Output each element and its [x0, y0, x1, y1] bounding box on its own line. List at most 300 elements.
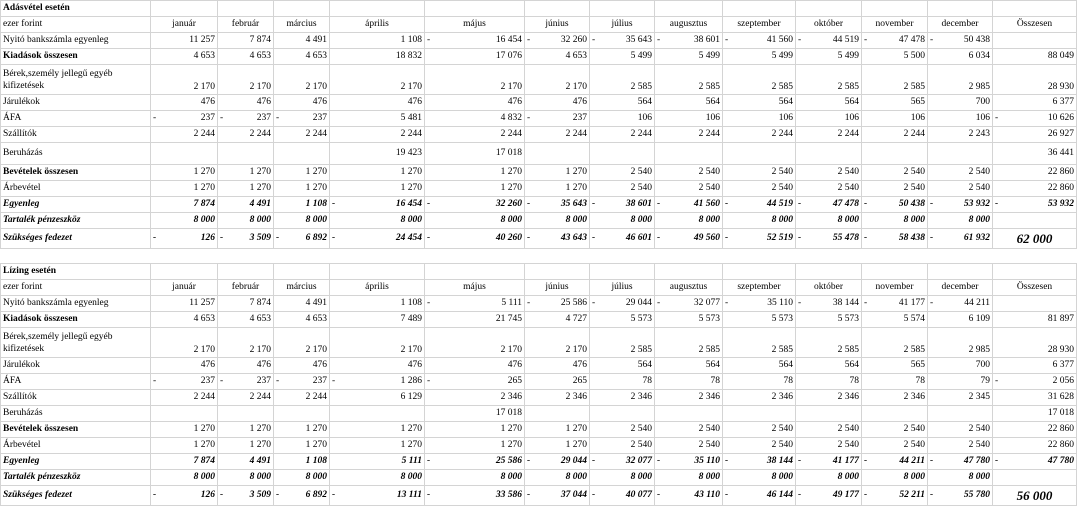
table-cell[interactable]: 1 108 [330, 33, 425, 49]
table-cell[interactable] [723, 454, 796, 470]
table-cell[interactable]: 79 [928, 374, 993, 390]
month-header[interactable]: november [862, 280, 928, 296]
empty-cell[interactable] [525, 1, 590, 17]
table-cell[interactable] [993, 197, 1077, 213]
table-cell[interactable] [723, 486, 796, 506]
row-label[interactable]: Szállítók [1, 390, 151, 406]
empty-cell[interactable] [274, 264, 330, 280]
table-cell[interactable]: 1 108 [330, 296, 425, 312]
table-cell[interactable]: 11 257 [151, 33, 218, 49]
month-header[interactable]: november [862, 17, 928, 33]
month-header[interactable]: július [590, 17, 655, 33]
month-header[interactable]: október [796, 17, 862, 33]
month-header[interactable]: március [274, 280, 330, 296]
table-cell[interactable]: 1 270 [274, 165, 330, 181]
table-cell[interactable] [218, 143, 274, 165]
table-cell[interactable] [218, 486, 274, 506]
table-cell[interactable]: 2 244 [151, 390, 218, 406]
table-cell[interactable]: 4 832 [425, 111, 525, 127]
row-label[interactable]: ÁFA [1, 374, 151, 390]
empty-cell[interactable] [151, 264, 218, 280]
table-cell[interactable]: 81 897 [993, 312, 1077, 328]
table-cell[interactable] [655, 197, 723, 213]
table-cell[interactable]: 106 [928, 111, 993, 127]
row-label[interactable]: Szükséges fedezet [1, 486, 151, 506]
table-cell[interactable] [274, 374, 330, 390]
table-cell[interactable]: 1 270 [525, 438, 590, 454]
table-cell[interactable]: 4 653 [151, 312, 218, 328]
table-adasvetel[interactable] [0, 0, 1077, 249]
table-cell[interactable] [862, 454, 928, 470]
table-cell[interactable] [525, 406, 590, 422]
table-cell[interactable]: 5 481 [330, 111, 425, 127]
table-cell[interactable]: 2 170 [274, 65, 330, 95]
table-cell[interactable]: 2 540 [796, 422, 862, 438]
table-cell[interactable] [796, 33, 862, 49]
row-label[interactable]: Beruházás [1, 143, 151, 165]
table-cell[interactable] [330, 486, 425, 506]
table-cell[interactable] [590, 454, 655, 470]
table-cell[interactable] [796, 197, 862, 213]
table-cell[interactable] [993, 111, 1077, 127]
table-cell[interactable]: 4 727 [525, 312, 590, 328]
table-cell[interactable]: 5 499 [796, 49, 862, 65]
table-cell[interactable]: 1 270 [151, 165, 218, 181]
table-cell[interactable]: 22 860 [993, 181, 1077, 197]
table-cell[interactable] [655, 454, 723, 470]
table-cell[interactable]: 476 [330, 95, 425, 111]
table-cell[interactable]: 1 270 [218, 181, 274, 197]
table-cell[interactable]: 78 [862, 374, 928, 390]
table-cell[interactable] [655, 33, 723, 49]
table-cell[interactable] [330, 406, 425, 422]
table-cell[interactable] [425, 486, 525, 506]
month-header[interactable]: április [330, 280, 425, 296]
table-cell[interactable]: 1 270 [274, 438, 330, 454]
table-cell[interactable] [993, 33, 1077, 49]
empty-cell[interactable] [723, 264, 796, 280]
month-header[interactable]: szeptember [723, 280, 796, 296]
table-cell[interactable]: 5 574 [862, 312, 928, 328]
table-cell[interactable]: 2 540 [862, 438, 928, 454]
table-cell[interactable]: 2 243 [928, 127, 993, 143]
table-cell[interactable]: 1 270 [151, 438, 218, 454]
table-cell[interactable]: 8 000 [218, 470, 274, 486]
table-cell[interactable]: 106 [723, 111, 796, 127]
table-cell[interactable]: 2 244 [274, 390, 330, 406]
month-header[interactable]: május [425, 280, 525, 296]
row-label[interactable]: Bevételek összesen [1, 165, 151, 181]
section-title[interactable]: Lízing esetén [1, 264, 151, 280]
table-cell[interactable]: 2 540 [590, 181, 655, 197]
empty-cell[interactable] [330, 1, 425, 17]
table-cell[interactable] [590, 197, 655, 213]
table-cell[interactable]: 2 540 [655, 438, 723, 454]
empty-cell[interactable] [525, 264, 590, 280]
row-label[interactable]: Nyitó bankszámla egyenleg [1, 33, 151, 49]
table-cell[interactable]: 4 491 [274, 296, 330, 312]
table-cell[interactable]: 1 270 [330, 165, 425, 181]
month-header[interactable]: január [151, 17, 218, 33]
section-title[interactable]: Adásvétel esetén [1, 1, 151, 17]
table-cell[interactable]: 8 000 [274, 470, 330, 486]
table-cell[interactable] [425, 374, 525, 390]
table-cell[interactable]: 2 244 [151, 127, 218, 143]
table-cell[interactable] [723, 229, 796, 249]
table-cell[interactable]: 78 [590, 374, 655, 390]
table-cell[interactable]: 2 170 [525, 65, 590, 95]
table-cell[interactable]: 2 540 [590, 422, 655, 438]
row-label[interactable]: Árbevétel [1, 181, 151, 197]
table-cell[interactable]: 476 [151, 358, 218, 374]
table-cell[interactable]: 4 653 [218, 312, 274, 328]
table-cell[interactable]: 5 499 [655, 49, 723, 65]
table-cell[interactable]: 8 000 [274, 213, 330, 229]
empty-cell[interactable] [274, 1, 330, 17]
table-cell[interactable]: 2 170 [151, 65, 218, 95]
table-cell[interactable]: 8 000 [425, 470, 525, 486]
table-cell[interactable]: 17 018 [993, 406, 1077, 422]
table-cell[interactable]: 2 345 [928, 390, 993, 406]
table-cell[interactable]: 700 [928, 95, 993, 111]
empty-cell[interactable] [993, 1, 1077, 17]
table-cell[interactable] [723, 143, 796, 165]
table-cell[interactable] [928, 486, 993, 506]
table-cell[interactable] [796, 143, 862, 165]
table-cell[interactable] [928, 197, 993, 213]
table-cell[interactable] [274, 229, 330, 249]
table-cell[interactable]: 5 500 [862, 49, 928, 65]
table-cell[interactable]: 62 000 [993, 229, 1077, 249]
row-label[interactable]: Kiadások összesen [1, 312, 151, 328]
row-label[interactable]: Tartalék pénzeszköz [1, 470, 151, 486]
table-cell[interactable]: 564 [655, 95, 723, 111]
empty-cell[interactable] [655, 264, 723, 280]
table-cell[interactable]: 4 653 [525, 49, 590, 65]
table-cell[interactable] [525, 143, 590, 165]
table-cell[interactable]: 2 540 [862, 165, 928, 181]
table-cell[interactable]: 8 000 [928, 213, 993, 229]
row-label[interactable]: Egyenleg [1, 454, 151, 470]
table-cell[interactable]: 2 170 [274, 328, 330, 358]
table-cell[interactable]: 2 540 [655, 422, 723, 438]
table-cell[interactable]: 2 170 [151, 328, 218, 358]
table-cell[interactable]: 2 244 [862, 127, 928, 143]
table-cell[interactable]: 476 [425, 358, 525, 374]
table-cell[interactable] [151, 374, 218, 390]
table-cell[interactable] [425, 296, 525, 312]
table-cell[interactable]: 2 585 [796, 65, 862, 95]
table-cell[interactable]: 8 000 [862, 470, 928, 486]
table-cell[interactable]: 1 270 [330, 438, 425, 454]
table-cell[interactable] [862, 486, 928, 506]
table-cell[interactable] [862, 33, 928, 49]
table-cell[interactable]: 8 000 [723, 470, 796, 486]
table-cell[interactable]: 265 [525, 374, 590, 390]
table-cell[interactable]: 2 540 [655, 181, 723, 197]
table-cell[interactable]: 18 832 [330, 49, 425, 65]
table-cell[interactable] [274, 143, 330, 165]
table-cell[interactable]: 1 270 [218, 422, 274, 438]
table-cell[interactable]: 1 108 [274, 454, 330, 470]
table-cell[interactable]: 2 585 [590, 65, 655, 95]
table-cell[interactable]: 2 170 [218, 65, 274, 95]
table-cell[interactable]: 28 930 [993, 328, 1077, 358]
table-cell[interactable]: 1 270 [274, 181, 330, 197]
table-cell[interactable]: 8 000 [218, 213, 274, 229]
table-cell[interactable]: 2 540 [723, 165, 796, 181]
table-cell[interactable]: 2 170 [218, 328, 274, 358]
table-cell[interactable] [655, 143, 723, 165]
row-label[interactable]: Járulékok [1, 358, 151, 374]
table-cell[interactable]: 1 108 [274, 197, 330, 213]
month-header[interactable]: szeptember [723, 17, 796, 33]
table-cell[interactable]: 2 244 [655, 127, 723, 143]
month-header[interactable]: október [796, 280, 862, 296]
table-cell[interactable]: 106 [655, 111, 723, 127]
table-cell[interactable] [796, 296, 862, 312]
table-cell[interactable] [862, 296, 928, 312]
table-cell[interactable]: 4 653 [274, 49, 330, 65]
table-cell[interactable]: 2 585 [590, 328, 655, 358]
table-cell[interactable] [274, 486, 330, 506]
table-cell[interactable]: 21 745 [425, 312, 525, 328]
table-cell[interactable]: 1 270 [274, 422, 330, 438]
table-cell[interactable]: 17 018 [425, 406, 525, 422]
table-cell[interactable]: 476 [274, 95, 330, 111]
table-cell[interactable]: 2 346 [723, 390, 796, 406]
table-cell[interactable]: 8 000 [655, 213, 723, 229]
table-cell[interactable]: 8 000 [590, 213, 655, 229]
table-cell[interactable] [928, 229, 993, 249]
table-cell[interactable]: 2 346 [525, 390, 590, 406]
table-cell[interactable]: 476 [151, 95, 218, 111]
table-cell[interactable]: 17 076 [425, 49, 525, 65]
table-cell[interactable]: 5 111 [330, 454, 425, 470]
table-cell[interactable]: 4 653 [274, 312, 330, 328]
table-cell[interactable]: 2 985 [928, 328, 993, 358]
table-cell[interactable]: 7 874 [218, 33, 274, 49]
table-cell[interactable] [525, 33, 590, 49]
table-cell[interactable]: 2 540 [862, 181, 928, 197]
row-label[interactable]: Nyitó bankszámla egyenleg [1, 296, 151, 312]
table-cell[interactable]: 2 585 [862, 65, 928, 95]
table-cell[interactable]: 7 489 [330, 312, 425, 328]
table-cell[interactable] [525, 197, 590, 213]
month-header[interactable]: Összesen [993, 17, 1077, 33]
table-cell[interactable] [151, 143, 218, 165]
table-cell[interactable]: 564 [655, 358, 723, 374]
table-cell[interactable]: 1 270 [425, 422, 525, 438]
table-cell[interactable]: 2 540 [796, 438, 862, 454]
table-cell[interactable]: 8 000 [330, 213, 425, 229]
table-cell[interactable]: 31 628 [993, 390, 1077, 406]
table-cell[interactable] [928, 143, 993, 165]
table-cell[interactable] [525, 111, 590, 127]
table-cell[interactable]: 4 653 [151, 49, 218, 65]
table-cell[interactable]: 2 170 [425, 328, 525, 358]
table-cell[interactable]: 7 874 [218, 296, 274, 312]
table-cell[interactable]: 78 [723, 374, 796, 390]
month-header[interactable]: december [928, 17, 993, 33]
empty-cell[interactable] [655, 1, 723, 17]
table-cell[interactable]: 7 874 [151, 454, 218, 470]
table-cell[interactable]: 22 860 [993, 422, 1077, 438]
row-label[interactable]: Kiadások összesen [1, 49, 151, 65]
empty-cell[interactable] [330, 264, 425, 280]
table-cell[interactable]: 2 170 [425, 65, 525, 95]
table-cell[interactable]: 6 377 [993, 358, 1077, 374]
table-cell[interactable] [218, 229, 274, 249]
table-cell[interactable]: 476 [525, 358, 590, 374]
table-cell[interactable] [330, 197, 425, 213]
table-cell[interactable]: 2 540 [796, 181, 862, 197]
table-cell[interactable]: 5 499 [723, 49, 796, 65]
table-cell[interactable] [590, 486, 655, 506]
table-cell[interactable]: 2 540 [928, 165, 993, 181]
table-cell[interactable]: 26 927 [993, 127, 1077, 143]
table-cell[interactable]: 2 346 [796, 390, 862, 406]
table-cell[interactable] [655, 486, 723, 506]
table-cell[interactable]: 1 270 [525, 181, 590, 197]
table-cell[interactable] [862, 197, 928, 213]
table-cell[interactable]: 5 573 [796, 312, 862, 328]
table-cell[interactable]: 11 257 [151, 296, 218, 312]
table-cell[interactable]: 2 244 [796, 127, 862, 143]
table-cell[interactable]: 1 270 [425, 438, 525, 454]
table-cell[interactable] [862, 229, 928, 249]
month-header[interactable]: június [525, 17, 590, 33]
table-cell[interactable]: 2 346 [590, 390, 655, 406]
table-cell[interactable] [218, 111, 274, 127]
table-cell[interactable] [590, 33, 655, 49]
table-cell[interactable]: 700 [928, 358, 993, 374]
table-cell[interactable]: 2 540 [928, 422, 993, 438]
table-cell[interactable]: 8 000 [928, 470, 993, 486]
table-cell[interactable] [993, 470, 1077, 486]
row-label[interactable]: Tartalék pénzeszköz [1, 213, 151, 229]
table-cell[interactable]: 1 270 [151, 422, 218, 438]
table-cell[interactable]: 2 540 [723, 438, 796, 454]
table-cell[interactable]: 1 270 [330, 422, 425, 438]
month-header[interactable]: április [330, 17, 425, 33]
table-cell[interactable]: 2 540 [590, 438, 655, 454]
table-cell[interactable]: 1 270 [218, 165, 274, 181]
table-cell[interactable]: 564 [723, 358, 796, 374]
table-cell[interactable] [723, 197, 796, 213]
row-label[interactable]: Egyenleg [1, 197, 151, 213]
table-cell[interactable] [330, 374, 425, 390]
table-cell[interactable]: 4 653 [218, 49, 274, 65]
table-cell[interactable] [796, 229, 862, 249]
table-cell[interactable]: 476 [218, 358, 274, 374]
month-header[interactable]: augusztus [655, 17, 723, 33]
table-cell[interactable] [993, 454, 1077, 470]
table-cell[interactable]: 1 270 [525, 422, 590, 438]
month-header[interactable]: február [218, 280, 274, 296]
table-cell[interactable]: 8 000 [796, 470, 862, 486]
table-cell[interactable]: 1 270 [425, 165, 525, 181]
table-cell[interactable]: 6 034 [928, 49, 993, 65]
table-cell[interactable]: 56 000 [993, 486, 1077, 506]
table-cell[interactable]: 2 540 [590, 165, 655, 181]
table-cell[interactable]: 2 244 [723, 127, 796, 143]
empty-cell[interactable] [723, 1, 796, 17]
table-cell[interactable]: 2 585 [723, 328, 796, 358]
unit-label[interactable]: ezer forint [1, 17, 151, 33]
table-cell[interactable] [274, 111, 330, 127]
table-cell[interactable]: 106 [862, 111, 928, 127]
table-cell[interactable]: 8 000 [525, 213, 590, 229]
table-cell[interactable]: 8 000 [655, 470, 723, 486]
table-cell[interactable]: 2 244 [218, 390, 274, 406]
table-cell[interactable]: 2 170 [330, 328, 425, 358]
month-header[interactable]: Összesen [993, 280, 1077, 296]
table-cell[interactable]: 22 860 [993, 438, 1077, 454]
table-cell[interactable] [928, 33, 993, 49]
table-cell[interactable]: 564 [796, 95, 862, 111]
month-header[interactable]: július [590, 280, 655, 296]
table-cell[interactable] [425, 454, 525, 470]
table-cell[interactable] [330, 229, 425, 249]
table-cell[interactable]: 17 018 [425, 143, 525, 165]
table-cell[interactable] [655, 296, 723, 312]
table-cell[interactable] [723, 406, 796, 422]
table-cell[interactable] [993, 374, 1077, 390]
month-header[interactable]: augusztus [655, 280, 723, 296]
table-cell[interactable]: 476 [274, 358, 330, 374]
table-cell[interactable]: 2 244 [525, 127, 590, 143]
table-cell[interactable]: 6 109 [928, 312, 993, 328]
empty-cell[interactable] [590, 1, 655, 17]
table-cell[interactable]: 8 000 [796, 213, 862, 229]
table-cell[interactable]: 4 491 [274, 33, 330, 49]
empty-cell[interactable] [862, 264, 928, 280]
table-cell[interactable] [590, 229, 655, 249]
table-cell[interactable]: 2 244 [590, 127, 655, 143]
table-cell[interactable] [218, 406, 274, 422]
row-label[interactable]: Beruházás [1, 406, 151, 422]
table-cell[interactable]: 2 346 [425, 390, 525, 406]
table-cell[interactable]: 2 585 [796, 328, 862, 358]
table-cell[interactable] [525, 229, 590, 249]
row-label[interactable]: Bérek,személy jellegű egyéb kifizetések [1, 65, 151, 95]
table-cell[interactable] [993, 296, 1077, 312]
month-header[interactable]: június [525, 280, 590, 296]
table-cell[interactable]: 1 270 [218, 438, 274, 454]
month-header[interactable]: március [274, 17, 330, 33]
table-cell[interactable] [928, 296, 993, 312]
empty-cell[interactable] [218, 1, 274, 17]
table-cell[interactable] [590, 143, 655, 165]
table-cell[interactable]: 8 000 [723, 213, 796, 229]
empty-cell[interactable] [218, 264, 274, 280]
table-cell[interactable] [723, 296, 796, 312]
table-cell[interactable] [993, 213, 1077, 229]
table-cell[interactable]: 2 585 [655, 65, 723, 95]
unit-label[interactable]: ezer forint [1, 280, 151, 296]
empty-cell[interactable] [928, 264, 993, 280]
table-cell[interactable]: 564 [590, 358, 655, 374]
table-cell[interactable]: 8 000 [151, 470, 218, 486]
table-cell[interactable]: 5 499 [590, 49, 655, 65]
table-cell[interactable] [723, 33, 796, 49]
table-cell[interactable]: 2 585 [655, 328, 723, 358]
table-cell[interactable]: 1 270 [425, 181, 525, 197]
table-cell[interactable] [796, 486, 862, 506]
table-cell[interactable]: 2 346 [655, 390, 723, 406]
table-lizing[interactable] [0, 263, 1077, 506]
